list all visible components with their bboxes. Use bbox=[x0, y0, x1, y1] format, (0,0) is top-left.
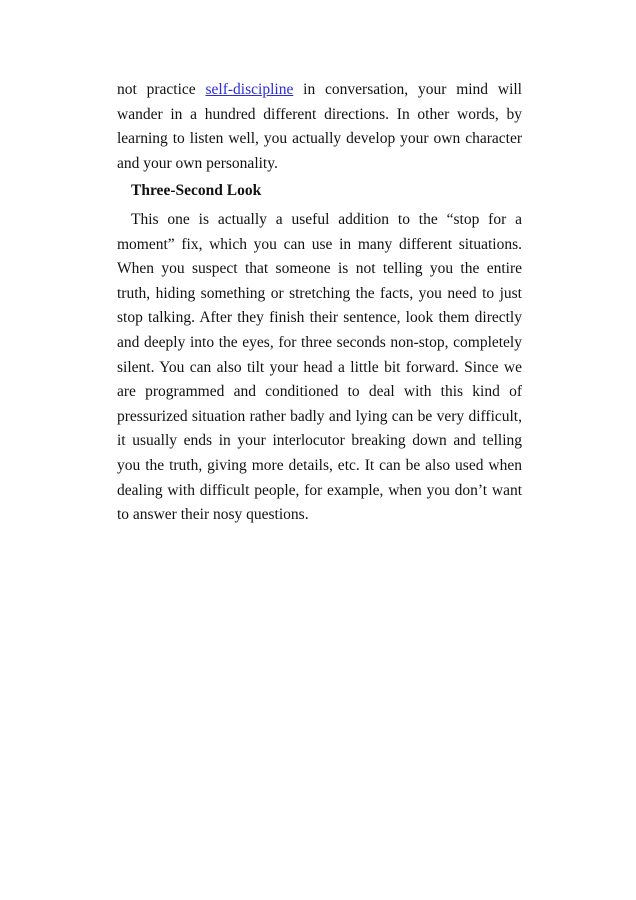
section-heading: Three-Second Look bbox=[131, 182, 262, 200]
paragraph-continuation bbox=[117, 78, 522, 176]
document-page bbox=[117, 78, 522, 528]
paragraph-text-before-link: not practice bbox=[117, 81, 206, 98]
paragraph-text-after-link: in conversation, your mind will wander in a hundred different directions. In other words, by learning to listen well, you actually develop your own character and your own personality. bbox=[117, 81, 522, 172]
section-paragraph: This one is actually a useful addition to the “stop for a moment” fix, which you can use in many different situations. When you suspect that someone is not telling you the entire truth, hiding something or stretching the facts, you need to just stop talking. After they finish their sentence, look them directly and deeply into the eyes, for three seconds non-stop, completely silent. You can also tilt your head a little bit forward. Since we are programmed and conditioned to deal with this kind of pressurized situation rather badly and lying can be very difficult, it usually ends in your interlocutor breaking down and telling you the truth, giving more details, etc. It can be also used when dealing with difficult people, for example, when you don’t want to answer their nosy questions. bbox=[117, 210, 522, 524]
self-discipline-link[interactable]: self-discipline bbox=[205, 81, 294, 98]
